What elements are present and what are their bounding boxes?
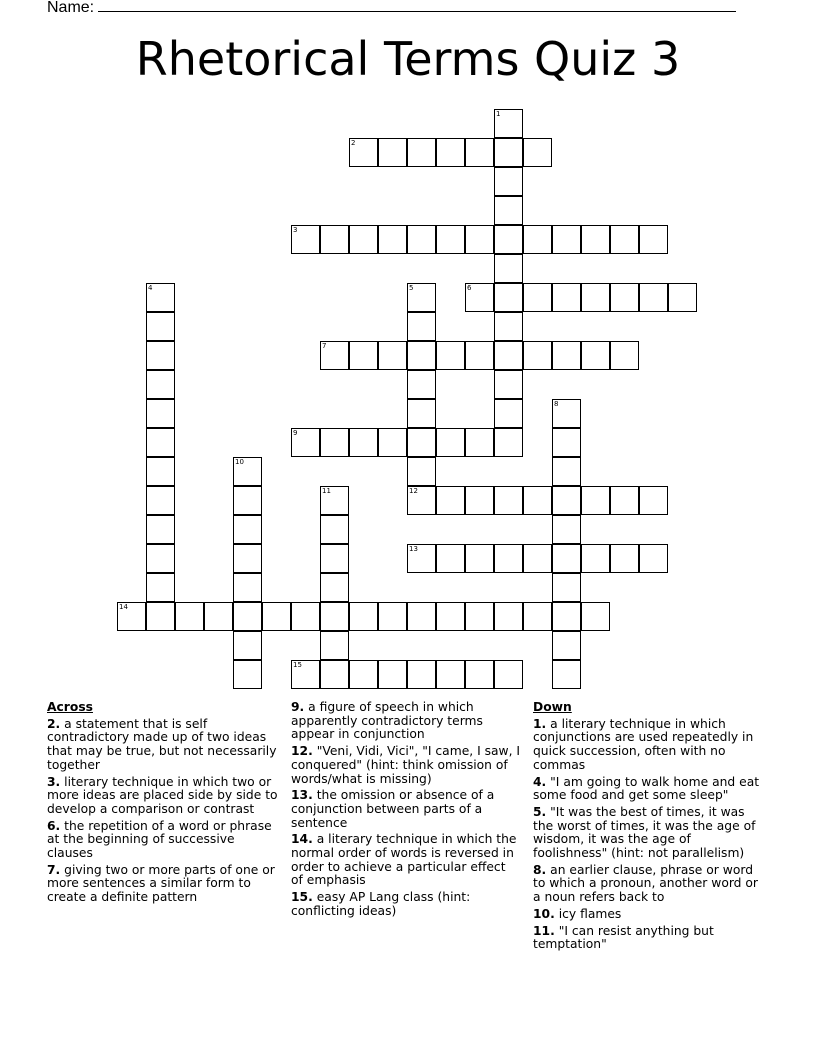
grid-cell[interactable]	[146, 370, 175, 399]
grid-cell[interactable]	[610, 486, 639, 515]
grid-cell[interactable]	[407, 312, 436, 341]
grid-cell[interactable]	[117, 602, 146, 631]
grid-cell[interactable]	[146, 341, 175, 370]
grid-cell[interactable]	[320, 225, 349, 254]
grid-cell[interactable]	[494, 283, 523, 312]
grid-cell[interactable]	[494, 544, 523, 573]
across-heading: Across	[47, 700, 93, 714]
clue-number-label: 15.	[291, 890, 313, 905]
across-clue-list-continued	[291, 701, 521, 919]
clue-number: 8	[554, 400, 559, 408]
clue-item	[291, 789, 521, 830]
grid-cell[interactable]	[233, 660, 262, 689]
grid-cell[interactable]	[204, 602, 233, 631]
grid-cell[interactable]	[523, 544, 552, 573]
grid-cell[interactable]	[639, 544, 668, 573]
clue-number-label: 1.	[533, 716, 547, 731]
grid-cell[interactable]	[407, 138, 436, 167]
clue-item	[291, 833, 521, 888]
clue-number-label: 10.	[533, 906, 555, 921]
grid-cell[interactable]	[581, 283, 610, 312]
grid-cell[interactable]	[349, 225, 378, 254]
grid-cell[interactable]	[523, 341, 552, 370]
grid-cell[interactable]	[552, 515, 581, 544]
clue-text: literary technique in which two or more ideas are placed side by side to develop a comparison or contrast	[47, 774, 278, 816]
clue-number: 12	[409, 487, 418, 495]
grid-cell[interactable]	[291, 602, 320, 631]
grid-cell[interactable]	[639, 225, 668, 254]
grid-cell[interactable]	[407, 660, 436, 689]
grid-cell[interactable]	[465, 428, 494, 457]
grid-cell[interactable]	[378, 225, 407, 254]
grid-cell[interactable]	[436, 428, 465, 457]
clue-item	[533, 718, 768, 773]
grid-cell[interactable]	[291, 428, 320, 457]
grid-cell[interactable]	[494, 254, 523, 283]
clue-text: "It was the best of times, it was the worst of times, it was the age of wisdom, it was the age of foolishness" (hint: not parallelism)	[533, 804, 756, 861]
grid-cell[interactable]	[349, 138, 378, 167]
grid-cell[interactable]	[523, 486, 552, 515]
grid-cell[interactable]	[233, 457, 262, 486]
clue-number-label: 3.	[47, 774, 61, 789]
grid-cell[interactable]	[581, 486, 610, 515]
down-clues-column	[533, 701, 768, 955]
clue-item	[47, 718, 281, 773]
clue-number-label: 2.	[47, 716, 61, 731]
clue-item	[533, 908, 768, 922]
clue-item	[291, 891, 521, 918]
clue-number-label: 14.	[291, 832, 313, 847]
grid-cell[interactable]	[581, 544, 610, 573]
clue-item	[533, 864, 768, 905]
grid-cell[interactable]	[233, 573, 262, 602]
grid-cell[interactable]	[610, 544, 639, 573]
clue-text: giving two or more parts of one or more sentences a similar form to create a definite pattern	[47, 862, 275, 905]
grid-cell[interactable]	[552, 283, 581, 312]
clue-number-label: 4.	[533, 774, 547, 789]
grid-cell[interactable]	[349, 341, 378, 370]
grid-cell[interactable]	[146, 573, 175, 602]
grid-cell[interactable]	[523, 138, 552, 167]
grid-cell[interactable]	[523, 602, 552, 631]
clue-number: 11	[322, 487, 331, 495]
clue-text: "I can resist anything but temptation"	[533, 923, 714, 952]
clue-text: a statement that is self contradictory made up of two ideas that may be true, but not necessarily together	[47, 716, 277, 772]
clue-number-label: 11.	[533, 923, 555, 938]
grid-cell[interactable]	[494, 660, 523, 689]
grid-cell[interactable]	[407, 602, 436, 631]
page-title: Rhetorical Terms Quiz 3	[135, 32, 681, 86]
grid-cell[interactable]	[436, 486, 465, 515]
grid-cell[interactable]	[494, 196, 523, 225]
grid-cell[interactable]	[552, 602, 581, 631]
grid-cell[interactable]	[436, 602, 465, 631]
clue-text: a literary technique in which the normal order of words is reversed in order to achieve a particular effect of emphasis	[291, 832, 517, 888]
grid-cell[interactable]	[465, 138, 494, 167]
down-clue-list	[533, 718, 768, 952]
clue-number-label: 8.	[533, 862, 547, 877]
clue-number: 9	[293, 429, 298, 437]
clue-number: 6	[467, 284, 472, 292]
grid-cell[interactable]	[407, 486, 436, 515]
grid-cell[interactable]	[407, 457, 436, 486]
grid-cell[interactable]	[581, 225, 610, 254]
down-heading: Down	[533, 700, 572, 714]
clue-text: a literary technique in which conjunctions are used repeatedly in quick succession, often with no commas	[533, 716, 754, 772]
grid-cell[interactable]	[146, 544, 175, 573]
clue-number: 2	[351, 139, 356, 147]
clue-item	[533, 806, 768, 861]
grid-cell[interactable]	[146, 486, 175, 515]
grid-cell[interactable]	[233, 631, 262, 660]
grid-cell[interactable]	[320, 631, 349, 660]
grid-cell[interactable]	[494, 312, 523, 341]
grid-cell[interactable]	[436, 341, 465, 370]
clue-number: 14	[119, 603, 128, 611]
grid-cell[interactable]	[407, 428, 436, 457]
name-label: Name:	[47, 0, 95, 16]
clue-number: 15	[293, 661, 302, 669]
grid-cell[interactable]	[407, 341, 436, 370]
grid-cell[interactable]	[494, 602, 523, 631]
grid-cell[interactable]	[494, 167, 523, 196]
grid-cell[interactable]	[320, 602, 349, 631]
grid-cell[interactable]	[320, 544, 349, 573]
grid-cell[interactable]	[378, 428, 407, 457]
grid-cell[interactable]	[436, 660, 465, 689]
grid-cell[interactable]	[233, 602, 262, 631]
clue-text: easy AP Lang class (hint: conflicting ideas)	[291, 890, 471, 918]
grid-cell[interactable]	[552, 631, 581, 660]
grid-cell[interactable]	[465, 341, 494, 370]
grid-cell[interactable]	[639, 486, 668, 515]
grid-cell[interactable]	[494, 399, 523, 428]
grid-cell[interactable]	[146, 602, 175, 631]
grid-cell[interactable]	[378, 138, 407, 167]
clue-number-label: 5.	[533, 804, 547, 819]
clue-number: 10	[235, 458, 244, 466]
clue-number: 13	[409, 545, 418, 553]
clue-item	[291, 701, 521, 742]
clue-number: 4	[148, 284, 153, 292]
grid-cell[interactable]	[291, 225, 320, 254]
grid-cell[interactable]	[465, 602, 494, 631]
grid-cell[interactable]	[407, 283, 436, 312]
clue-item	[291, 745, 521, 786]
clue-number-label: 12.	[291, 744, 313, 759]
grid-cell[interactable]	[349, 428, 378, 457]
grid-cell[interactable]	[494, 225, 523, 254]
clue-number: 3	[293, 226, 298, 234]
clue-text: the repetition of a word or phrase at the beginning of successive clauses	[47, 818, 272, 861]
across-clues-column-continued	[291, 701, 521, 922]
grid-cell[interactable]	[523, 225, 552, 254]
grid-cell[interactable]	[668, 283, 697, 312]
clue-number: 1	[496, 110, 501, 118]
grid-cell[interactable]	[494, 109, 523, 138]
grid-cell[interactable]	[320, 341, 349, 370]
grid-cell[interactable]	[494, 370, 523, 399]
clue-text: "I am going to walk home and eat some food and get some sleep"	[533, 774, 760, 803]
grid-cell[interactable]	[610, 283, 639, 312]
clue-text: "Veni, Vidi, Vici", "I came, I saw, I conquered" (hint: think omission of words/what is missing)	[291, 744, 521, 786]
grid-cell[interactable]	[320, 515, 349, 544]
grid-cell[interactable]	[610, 225, 639, 254]
grid-cell[interactable]	[320, 573, 349, 602]
grid-cell[interactable]	[552, 457, 581, 486]
grid-cell[interactable]	[146, 399, 175, 428]
grid-cell[interactable]	[349, 602, 378, 631]
clue-item	[533, 776, 768, 803]
grid-cell[interactable]	[552, 428, 581, 457]
grid-cell[interactable]	[320, 428, 349, 457]
grid-cell[interactable]	[146, 283, 175, 312]
grid-cell[interactable]	[378, 660, 407, 689]
grid-cell[interactable]	[552, 399, 581, 428]
grid-cell[interactable]	[233, 486, 262, 515]
grid-cell[interactable]	[581, 341, 610, 370]
grid-cell[interactable]	[494, 341, 523, 370]
grid-cell[interactable]	[320, 486, 349, 515]
grid-cell[interactable]	[262, 602, 291, 631]
grid-cell[interactable]	[465, 283, 494, 312]
grid-cell[interactable]	[465, 544, 494, 573]
grid-cell[interactable]	[146, 515, 175, 544]
clue-text: a figure of speech in which apparently contradictory terms appear in conjunction	[291, 700, 483, 742]
clue-number-label: 9.	[291, 700, 305, 714]
across-clue-list	[47, 718, 281, 905]
clue-item	[47, 864, 281, 905]
grid-cell[interactable]	[436, 138, 465, 167]
clue-item	[533, 925, 768, 952]
grid-cell[interactable]	[146, 312, 175, 341]
grid-cell[interactable]	[407, 399, 436, 428]
clue-number: 5	[409, 284, 414, 292]
grid-cell[interactable]	[523, 283, 552, 312]
grid-cell[interactable]	[407, 370, 436, 399]
grid-cell[interactable]	[320, 660, 349, 689]
clue-number-label: 6.	[47, 818, 61, 833]
grid-cell[interactable]	[494, 138, 523, 167]
grid-cell[interactable]	[378, 602, 407, 631]
grid-cell[interactable]	[233, 544, 262, 573]
grid-cell[interactable]	[378, 341, 407, 370]
grid-cell[interactable]	[436, 225, 465, 254]
grid-cell[interactable]	[146, 457, 175, 486]
grid-cell[interactable]	[175, 602, 204, 631]
clue-text: the omission or absence of a conjunction between parts of a sentence	[291, 788, 495, 830]
grid-cell[interactable]	[639, 283, 668, 312]
grid-cell[interactable]	[465, 486, 494, 515]
clue-text: an earlier clause, phrase or word to which a pronoun, another word or a noun refers back to	[533, 862, 758, 905]
grid-cell[interactable]	[552, 660, 581, 689]
clue-item	[47, 820, 281, 861]
grid-cell[interactable]	[552, 486, 581, 515]
clue-text: icy flames	[558, 906, 622, 921]
clue-number: 7	[322, 342, 327, 350]
grid-cell[interactable]	[291, 660, 320, 689]
grid-cell[interactable]	[494, 428, 523, 457]
grid-cell[interactable]	[407, 225, 436, 254]
grid-cell[interactable]	[552, 573, 581, 602]
grid-cell[interactable]	[581, 602, 610, 631]
grid-cell[interactable]	[233, 515, 262, 544]
grid-cell[interactable]	[552, 225, 581, 254]
grid-cell[interactable]	[146, 428, 175, 457]
grid-cell[interactable]	[465, 660, 494, 689]
clue-number-label: 7.	[47, 862, 61, 877]
grid-cell[interactable]	[349, 660, 378, 689]
grid-cell[interactable]	[465, 225, 494, 254]
grid-cell[interactable]	[407, 544, 436, 573]
grid-cell[interactable]	[552, 544, 581, 573]
across-clues-column	[47, 701, 281, 908]
grid-cell[interactable]	[552, 341, 581, 370]
clue-item	[47, 776, 281, 817]
grid-cell[interactable]	[436, 544, 465, 573]
grid-cell[interactable]	[494, 486, 523, 515]
grid-cell[interactable]	[610, 341, 639, 370]
clue-number-label: 13.	[291, 788, 313, 803]
